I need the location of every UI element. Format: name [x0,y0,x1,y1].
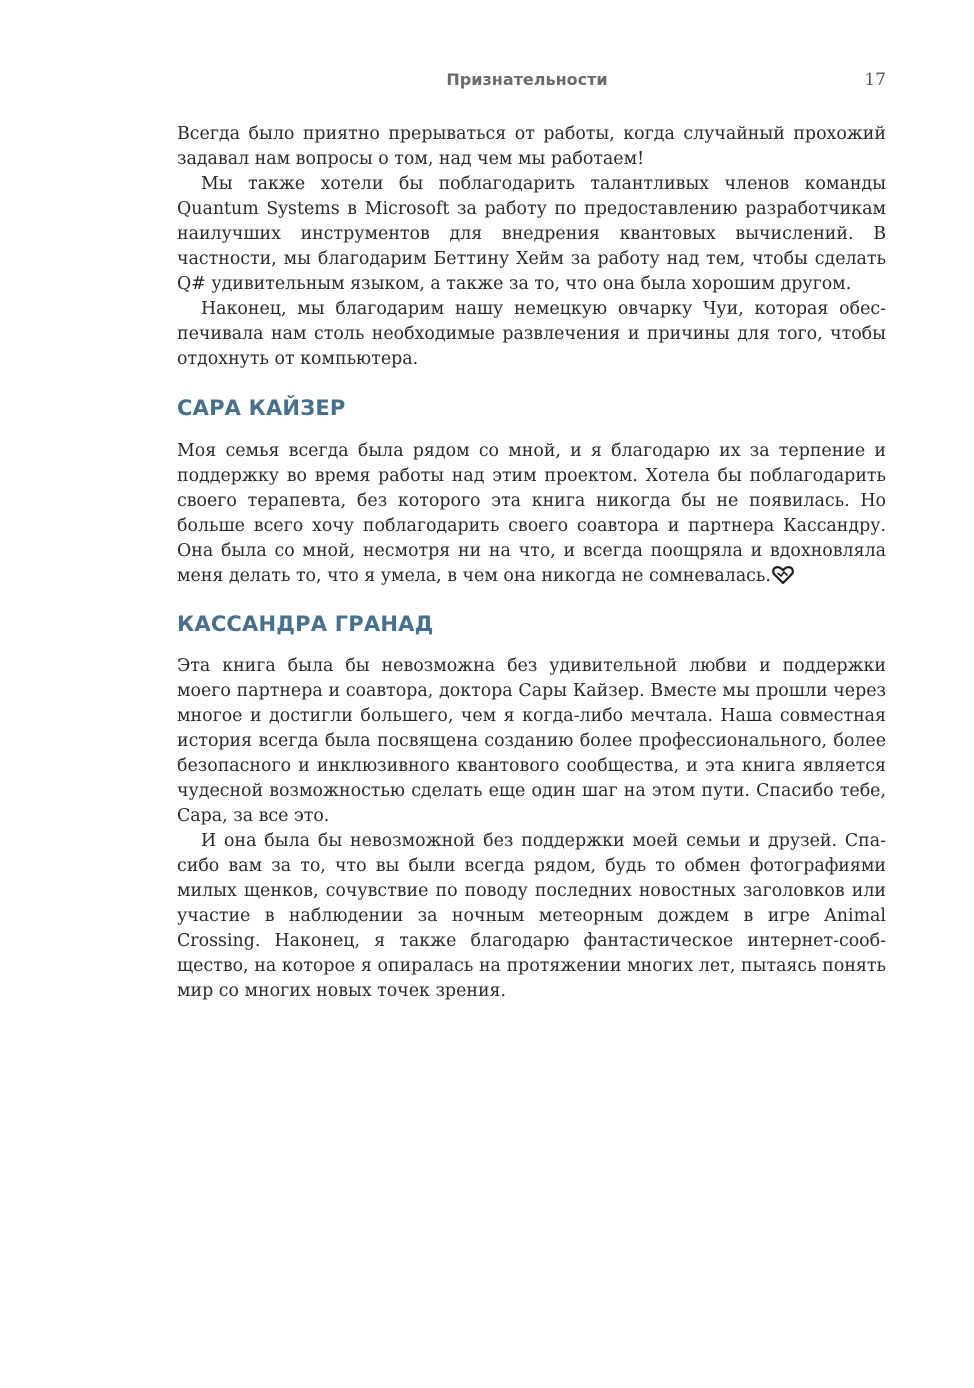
kassandra-paragraph-2: И она была бы невозможной без поддержки моей семьи и друзей. Спасибо вам за то, что вы были всегда рядом, будь то обмен фотографиями милых щенков, сочувствие по поводу последних новостных заголовков или участие в наблюдении за ночным метеорным дождем в игре Animal Crossing. Наконец, я также благодарю фантастическое интернет-сообщество, на которое я опиралась на протяжении многих лет, пытаясь понять мир со многих новых точек зрения. [177,831,886,1001]
section-heading-sara: САРА КАЙЗЕР [177,396,346,420]
intro-paragraph-3: Наконец, мы благодарим нашу немецкую овчарку Чуи, которая обеспечивала нам столь необходимые развлечения и причины для того, чтобы отдохнуть от компьютера. [177,299,886,369]
intro-paragraph-2: Мы также хотели бы поблагодарить талантливых членов команды Quantum Systems в Microsoft за работу по предоставлению разработчикам наилучших инструментов для внедрения квантовых вычислений. В частности, мы благодарим Беттину Хейм за работу над тем, чтобы сделать Q# удивительным языком, а также за то, что она была хорошим другом. [177,174,886,294]
page-body [177,122,886,1004]
sara-paragraph-1 [177,439,886,589]
running-title: Признательности [446,70,608,89]
running-header [177,66,886,94]
page-number: 17 [864,70,886,90]
intro-paragraph-1: Всегда было приятно прерываться от работы, когда случайный прохожий задавал нам вопросы о том, над чем мы работаем! [177,124,886,169]
heart-icon [772,565,794,585]
kassandra-paragraph-1: Эта книга была бы невозможна без удивительной любви и поддержки моего партнера и соавтора, доктора Сары Кайзер. Вместе мы прошли через многое и достигли большего, чем я когда-либо мечтала. Наша совместная история всегда была посвящена созданию более профессионального, более безопасного и инклюзивного квантового сообщества, и эта книга является чудесной возможностью сделать еще один шаг на этом пути. Спасибо тебе, Сара, за все это. [177,656,886,826]
section-heading-kassandra: КАССАНДРА ГРАНАД [177,612,434,636]
sara-paragraph-1-text: Моя семья всегда была рядом со мной, и я благодарю их за терпение и поддержку во время работы над этим проектом. Хотела бы поблагодарить своего терапевта, без которого эта книга никогда бы не появилась. Но больше всего хочу поблагодарить своего соавтора и партнера Кассандру. Она была со мной, несмотря ни на что, и всегда поощряла и вдохновляла меня делать то, что я умела, в чем она никогда не сомневалась. [177,441,886,586]
